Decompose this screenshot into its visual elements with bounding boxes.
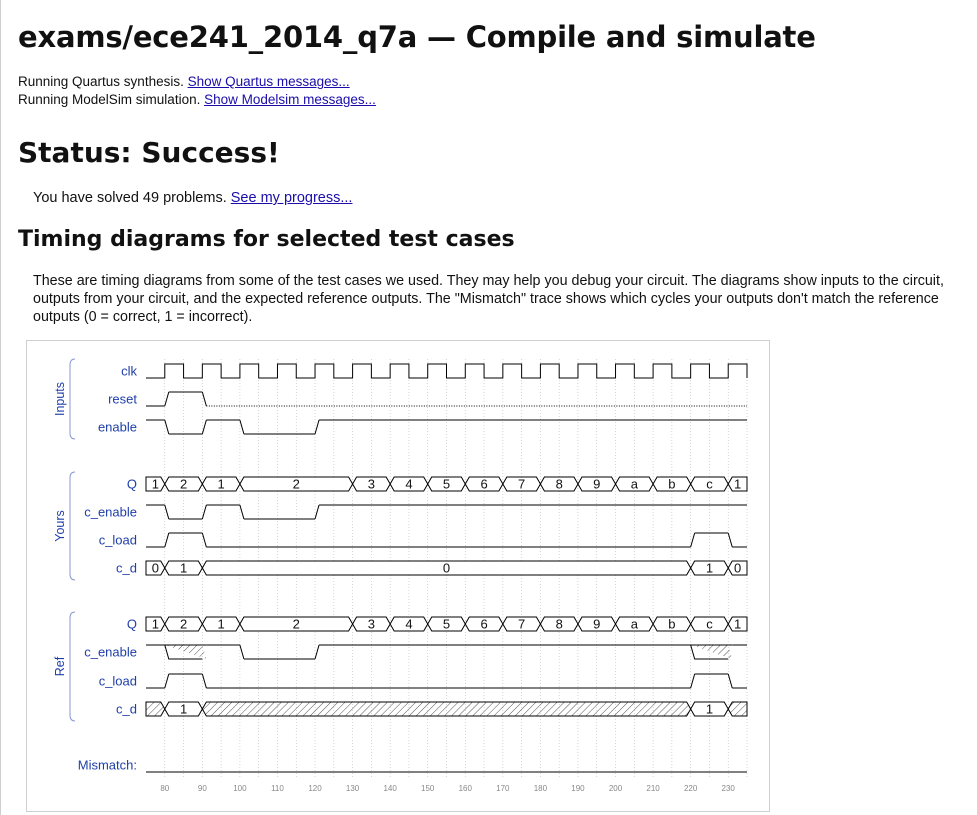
group-bracket — [70, 359, 75, 439]
trace-edge — [202, 392, 206, 406]
bus-value: 8 — [555, 616, 563, 632]
modelsim-status-text: Running ModelSim simulation. — [18, 92, 205, 107]
time-tick-label: 130 — [345, 784, 360, 793]
time-tick-label: 120 — [308, 784, 322, 793]
time-tick-label: 160 — [458, 784, 472, 793]
timing-description: These are timing diagrams from some of the test cases we used. They may help you debug your circuit. The diagrams show inputs to the circuit, outputs from your circuit, and the expected reference outputs. The "Mismatch" trace shows which cycles your outputs don't match the reference outputs (0 = correct, 1 = incorrect). — [33, 273, 944, 325]
bus-value: 7 — [518, 476, 526, 492]
bus-value: 3 — [367, 476, 375, 492]
bus-value: 0 — [442, 560, 451, 576]
trace-edge — [728, 674, 732, 688]
trace-edge — [691, 533, 695, 547]
signal-label: c_d — [116, 701, 137, 717]
modelsim-status-line — [18, 92, 376, 107]
trace-edge — [165, 505, 169, 519]
bus-value: a — [630, 476, 638, 492]
signal-label: enable — [97, 419, 137, 435]
clock-trace — [146, 364, 747, 378]
bus-value: 1 — [179, 560, 188, 576]
bus-value: c — [706, 616, 713, 632]
bus-value: a — [630, 616, 638, 632]
trace-edge — [240, 505, 244, 519]
bus-segment — [202, 702, 690, 716]
time-tick-label: 230 — [721, 784, 735, 793]
trace-edge — [240, 420, 244, 434]
bus-value: 9 — [593, 616, 601, 632]
bus-value: 2 — [179, 616, 188, 632]
bus-value: 6 — [480, 476, 488, 492]
trace-edge — [202, 674, 206, 688]
signal-label: c_d — [116, 560, 137, 576]
bus-value: 3 — [367, 616, 375, 632]
bus-value: 1 — [733, 476, 742, 492]
trace-edge — [315, 420, 319, 434]
group-bracket — [70, 612, 75, 721]
trace-edge — [202, 533, 206, 547]
time-tick-label: 140 — [383, 784, 397, 793]
bus-value: 8 — [555, 476, 563, 492]
bus-value: 6 — [480, 616, 488, 632]
signal-label: Q — [126, 476, 137, 492]
bus-segment — [728, 702, 747, 716]
undefined-region — [691, 645, 733, 659]
solved-count-text: You have solved 49 problems. — [33, 190, 231, 206]
signal-label: c_enable — [84, 504, 137, 520]
signal-label: Mismatch: — [77, 757, 137, 773]
undefined-region — [165, 645, 207, 659]
status-heading: Status: Success! — [18, 136, 280, 169]
group-label: Inputs — [53, 381, 67, 417]
trace-edge — [691, 674, 695, 688]
trace-edge — [202, 505, 206, 519]
bus-value: 2 — [292, 616, 300, 632]
trace-edge — [315, 505, 319, 519]
signal-label: reset — [108, 391, 137, 407]
trace-edge — [165, 420, 169, 434]
bus-value: 1 — [151, 616, 160, 632]
trace-edge — [240, 645, 244, 659]
time-tick-label: 210 — [646, 784, 660, 793]
bus-value: 1 — [705, 701, 714, 717]
see-my-progress-link[interactable]: See my progress... — [230, 190, 353, 206]
group-label: Yours — [53, 510, 67, 542]
bus-value: 2 — [179, 476, 188, 492]
show-quartus-messages-link[interactable]: Show Quartus messages... — [187, 74, 350, 89]
time-tick-label: 110 — [271, 784, 284, 793]
progress-line — [33, 190, 352, 206]
bus-value: 5 — [442, 616, 451, 632]
group-label: Ref — [53, 656, 67, 677]
bus-value: 1 — [179, 701, 188, 717]
time-tick-label: 200 — [608, 784, 623, 793]
bus-value: 2 — [292, 476, 300, 492]
signal-label: Q — [126, 616, 137, 632]
time-tick-label: 220 — [683, 784, 698, 793]
bus-segment — [146, 702, 165, 716]
quartus-status-line — [18, 74, 350, 89]
trace-edge — [165, 533, 169, 547]
bus-value: b — [668, 476, 676, 492]
trace-edge — [165, 674, 169, 688]
trace-edge — [315, 645, 319, 659]
page-title: exams/ece241_2014_q7a — Compile and simulate — [18, 20, 816, 54]
trace-edge — [728, 533, 732, 547]
trace-edge — [202, 420, 206, 434]
bus-value: 5 — [442, 476, 451, 492]
signal-label: clk — [121, 363, 137, 379]
timing-diagrams-heading: Timing diagrams for selected test cases — [18, 227, 515, 252]
bus-value: 4 — [405, 616, 413, 632]
time-tick-label: 100 — [233, 784, 247, 793]
time-tick-label: 180 — [533, 784, 548, 793]
bus-value: 9 — [593, 476, 601, 492]
waveform-canvas — [27, 341, 769, 811]
quartus-status-text: Running Quartus synthesis. — [18, 74, 188, 89]
group-bracket — [70, 472, 75, 580]
bus-value: 0 — [733, 560, 742, 576]
signal-label: c_load — [98, 532, 137, 548]
bus-value: 1 — [217, 616, 225, 632]
show-modelsim-messages-link[interactable]: Show Modelsim messages... — [204, 92, 376, 107]
signal-label: c_enable — [84, 644, 137, 660]
bus-value: 4 — [405, 476, 413, 492]
bus-value: 0 — [151, 560, 160, 576]
time-tick-label: 190 — [571, 784, 585, 793]
bus-value: 1 — [733, 616, 742, 632]
bus-value: 1 — [217, 476, 225, 492]
signal-label: c_load — [98, 673, 137, 689]
time-tick-label: 90 — [197, 784, 207, 793]
timing-diagram — [26, 340, 770, 812]
trace-edge — [165, 392, 169, 406]
time-tick-label: 80 — [160, 784, 170, 793]
bus-value: c — [706, 476, 713, 492]
bus-value: 1 — [151, 476, 160, 492]
time-tick-label: 170 — [496, 784, 510, 793]
bus-value: b — [668, 616, 676, 632]
bus-value: 7 — [518, 616, 526, 632]
time-tick-label: 150 — [421, 784, 435, 793]
bus-value: 1 — [705, 560, 714, 576]
